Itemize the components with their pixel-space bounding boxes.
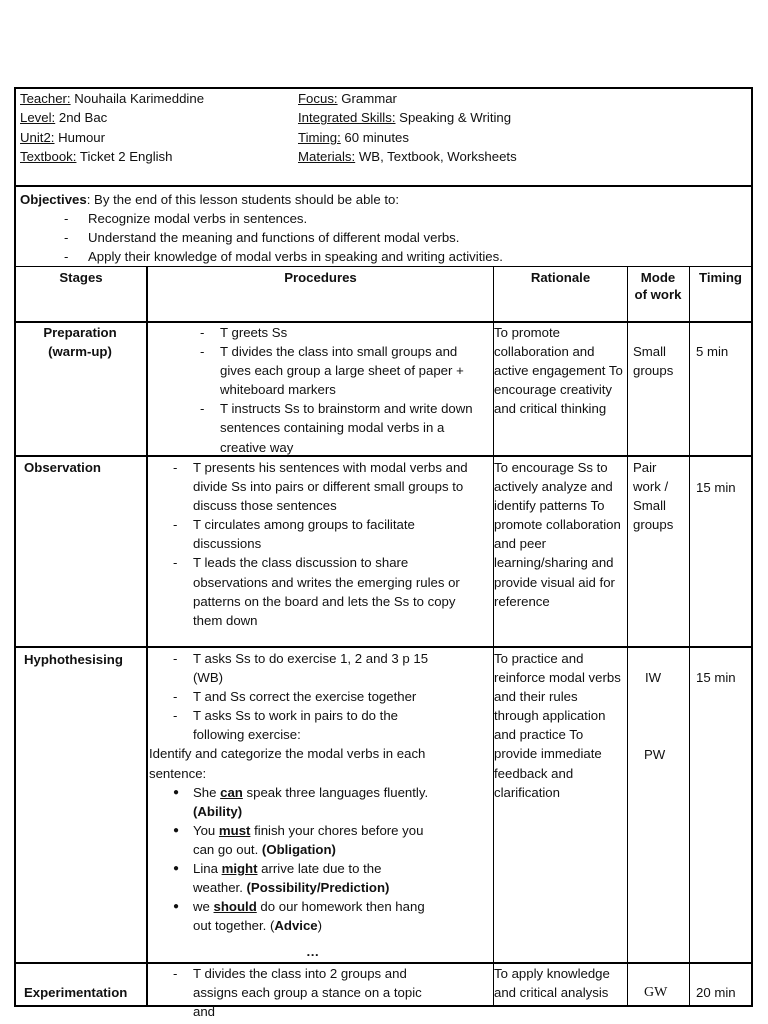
th-mode: Mode of work bbox=[634, 270, 682, 302]
procedure-item: - T leads the class discussion to share observations and writes the emerging rules or patterns on the board and lets the Ss to copy them down bbox=[171, 553, 483, 629]
frame-left bbox=[14, 87, 16, 1007]
focus-value: Grammar bbox=[341, 91, 397, 106]
timing-experimentation: 20 min bbox=[696, 985, 736, 1000]
procedure-item: - T circulates among groups to facilitate discussions bbox=[171, 515, 483, 553]
rationale-hypothesising: To practice and reinforce modal verbs and their rules through application and practice To provide immediate feedback and clarification bbox=[494, 651, 621, 800]
level-value: 2nd Bac bbox=[58, 110, 108, 126]
stage-hypothesising: Hyphothesising bbox=[24, 652, 123, 667]
header-right bbox=[298, 89, 517, 167]
exercise-intro: Identify and categorize the modal verbs in each sentence: bbox=[149, 746, 426, 781]
stage-experimentation: Experimentation bbox=[24, 985, 128, 1000]
unit-value: Humour bbox=[58, 129, 106, 145]
procedures-hypothesising bbox=[149, 649, 491, 935]
textbook-value: Ticket 2 English bbox=[79, 149, 173, 165]
procedure-list bbox=[149, 649, 461, 744]
procedure-item: - T and Ss correct the exercise together bbox=[171, 687, 461, 706]
function-tag: Advice bbox=[274, 918, 318, 934]
procedure-item: - T presents his sentences with modal verbs and divide Ss into pairs or different small groups to discuss those sentences bbox=[171, 458, 483, 515]
example-sentence: ● Lina might arrive late due to the weather. (Possibility/Prediction) bbox=[171, 859, 421, 897]
procedures-observation bbox=[171, 458, 483, 630]
ellipsis: … bbox=[306, 944, 320, 959]
focus-line: Focus: Grammar bbox=[298, 91, 397, 106]
stage-preparation: Preparation (warm-up) bbox=[43, 325, 117, 360]
example-sentence: ● She can speak three languages fluently. (Ability) bbox=[171, 783, 441, 821]
th-timing: Timing bbox=[699, 270, 742, 285]
procedures-experimentation bbox=[171, 964, 471, 1021]
objectives-intro: Objectives: By the end of this lesson students should be able to: bbox=[20, 192, 400, 207]
procedure-item: - T asks Ss to do exercise 1, 2 and 3 p 15 (WB) bbox=[171, 649, 443, 687]
col-divider-1 bbox=[146, 266, 148, 1007]
skills-line: Integrated Skills: Speaking & Writing bbox=[298, 110, 512, 126]
modal-verb: can bbox=[220, 784, 243, 800]
example-sentence: ● we should do our homework then hang out together. (Advice) bbox=[171, 897, 441, 935]
procedure-item: - T divides the class into 2 groups and assigns each group a stance on a topic and bbox=[171, 964, 443, 1021]
th-rationale: Rationale bbox=[530, 270, 591, 285]
materials-value: WB, Textbook, Worksheets bbox=[358, 149, 517, 165]
mode-hypothesising-iw: IW bbox=[645, 670, 662, 685]
rationale-preparation: To promote collaboration and active engagement To encourage creativity and critical thinking bbox=[494, 325, 623, 417]
procedure-item: - T asks Ss to work in pairs to do the following exercise: bbox=[171, 706, 423, 744]
modal-verb: might bbox=[221, 861, 258, 877]
function-tag: (Obligation) bbox=[261, 841, 336, 857]
procedures-preparation bbox=[198, 323, 490, 457]
mode-observation: Pair work / Small groups bbox=[633, 460, 674, 533]
header-divider bbox=[14, 185, 753, 187]
procedure-item: - T divides the class into small groups and gives each group a large sheet of paper + whiteboard markers bbox=[198, 342, 490, 399]
objective-item: - Apply their knowledge of modal verbs in speaking and writing activities. bbox=[20, 247, 745, 266]
examples-list bbox=[149, 783, 461, 936]
objectives-section bbox=[20, 190, 745, 266]
procedure-item: - T greets Ss bbox=[198, 323, 490, 342]
function-tag: (Possibility/Prediction) bbox=[246, 880, 390, 896]
modal-verb: must bbox=[218, 822, 251, 838]
stage-observation: Observation bbox=[24, 460, 101, 475]
teacher-name: Nouhaila Karimeddine bbox=[74, 91, 205, 106]
timing-line: Timing: 60 minutes bbox=[298, 129, 409, 145]
mode-hypothesising-pw: PW bbox=[644, 747, 666, 762]
modal-verb: should bbox=[213, 899, 257, 915]
objective-item: - Understand the meaning and functions of different modal verbs. bbox=[20, 228, 745, 247]
function-tag: (Ability) bbox=[193, 803, 243, 819]
th-stages: Stages bbox=[59, 270, 103, 285]
rationale-observation: To encourage Ss to actively analyze and identify patterns To promote collaboration and peer learning/sharing and provide visual aid for reference bbox=[494, 460, 621, 609]
level-line: Level: 2nd Bac bbox=[20, 110, 108, 126]
textbook-line: Textbook: Ticket 2 English bbox=[20, 149, 173, 165]
objective-item: - Recognize modal verbs in sentences. bbox=[20, 209, 745, 228]
example-sentence: ● You must finish your chores before you can go out. (Obligation) bbox=[171, 821, 441, 859]
timing-value: 60 minutes bbox=[344, 129, 409, 145]
frame-right bbox=[751, 87, 753, 1007]
objectives-divider bbox=[14, 266, 753, 267]
skills-value: Speaking & Writing bbox=[399, 110, 512, 126]
rationale-experimentation: To apply knowledge and critical analysis bbox=[494, 966, 610, 1001]
col-divider-3 bbox=[627, 266, 628, 1007]
timing-preparation: 5 min bbox=[696, 344, 729, 359]
timing-observation: 15 min bbox=[696, 480, 736, 495]
mode-preparation: Small groups bbox=[633, 344, 674, 379]
timing-hypothesising: 15 min bbox=[696, 670, 736, 685]
th-procedures: Procedures bbox=[284, 270, 357, 285]
col-divider-4 bbox=[689, 266, 690, 1007]
mode-experimentation: GW bbox=[644, 985, 668, 1000]
procedure-item: - T instructs Ss to brainstorm and write down sentences containing modal verbs in a creative way bbox=[198, 399, 490, 456]
header-left bbox=[20, 89, 204, 167]
unit-line: Unit2: Humour bbox=[20, 129, 106, 145]
materials-line: Materials: WB, Textbook, Worksheets bbox=[298, 149, 517, 165]
teacher-line: Teacher: Nouhaila Karimeddine bbox=[20, 91, 205, 106]
row2-divider bbox=[14, 646, 753, 648]
